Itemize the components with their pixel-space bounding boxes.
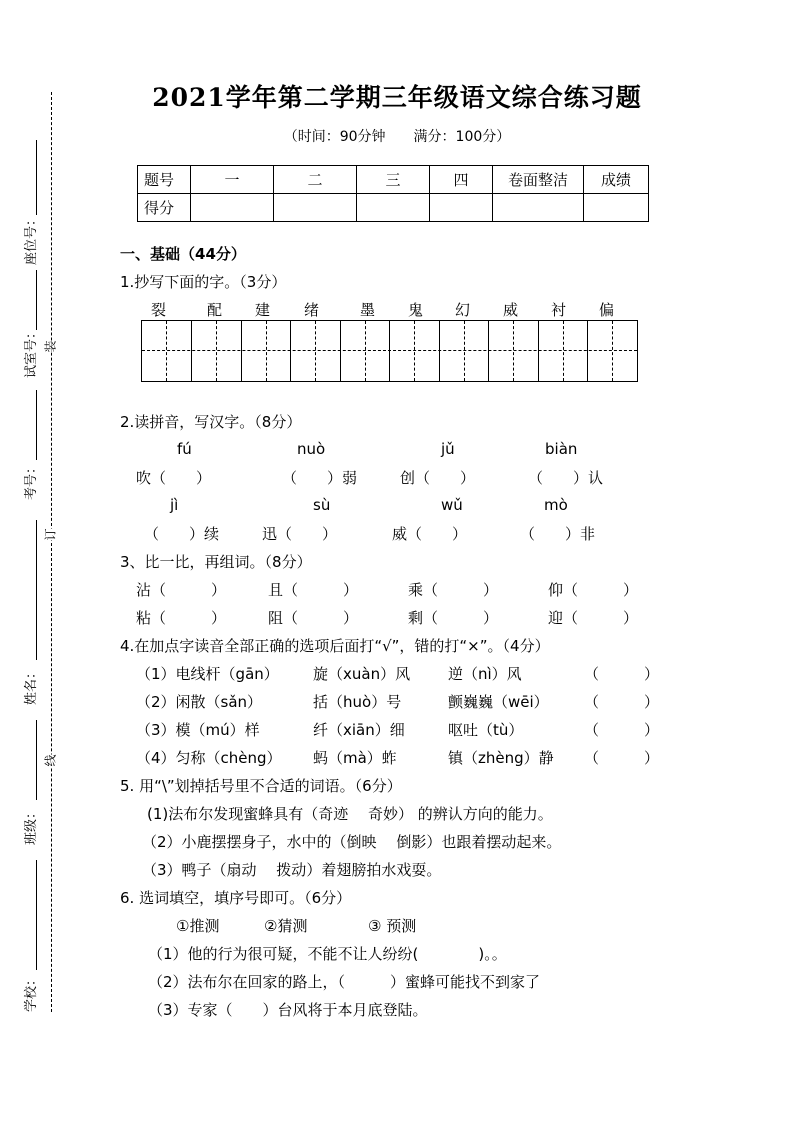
compare-word[interactable]: 乘（ ） xyxy=(408,581,499,599)
school-label: 学校： xyxy=(24,972,39,1012)
binding-mark-zhuang: 装 xyxy=(43,340,58,353)
score-header-cell: 成绩 xyxy=(584,166,649,194)
answer-blank[interactable]: （ ） xyxy=(584,721,660,739)
fill-blank[interactable]: （ ）非 xyxy=(520,525,596,543)
pinyin: wǔ xyxy=(441,496,463,514)
score-cell[interactable] xyxy=(430,194,493,222)
option-text: （4）匀称（chèng） xyxy=(136,749,282,767)
option-text: 纤（xiān）细 xyxy=(313,721,405,739)
score-table-score-row xyxy=(138,194,649,222)
room-number-field[interactable] xyxy=(36,270,38,330)
copy-char: 墨 xyxy=(360,301,376,319)
school-field[interactable] xyxy=(36,860,38,970)
compare-word[interactable]: 沾（ ） xyxy=(136,581,227,599)
exam-number-label: 考号： xyxy=(24,460,39,500)
score-cell[interactable] xyxy=(584,194,649,222)
class-label: 班级： xyxy=(24,805,39,845)
compare-word[interactable]: 仰（ ） xyxy=(548,581,639,599)
sentence[interactable]: （2）小鹿摆摆身子，水中的（倒映 倒影）也跟着摆动起来。 xyxy=(142,833,562,851)
option-text: 逆（nì）风 xyxy=(448,665,522,683)
pinyin: sù xyxy=(313,496,331,514)
score-table xyxy=(137,165,649,222)
compare-word[interactable]: 且（ ） xyxy=(268,581,359,599)
score-header-cell: 题号 xyxy=(138,166,191,194)
pinyin: jǔ xyxy=(441,440,455,458)
choice-option: ③ 预测 xyxy=(368,917,417,935)
fill-blank[interactable]: （ ）续 xyxy=(144,525,220,543)
binding-mark-xian: 线 xyxy=(43,754,58,767)
score-cell[interactable] xyxy=(191,194,274,222)
pinyin: nuò xyxy=(297,440,326,458)
compare-word[interactable]: 阻（ ） xyxy=(268,609,359,627)
question-4: 4.在加点字读音全部正确的选项后面打“√”，错的打“×”。（4分） xyxy=(120,637,550,655)
page-subtitle: （时间：90分钟 满分：100分） xyxy=(283,129,511,145)
compare-word[interactable]: 剩（ ） xyxy=(408,609,499,627)
pinyin: biàn xyxy=(545,440,578,458)
pinyin: mò xyxy=(544,496,568,514)
option-text: 旋（xuàn）风 xyxy=(313,665,411,683)
score-cell[interactable] xyxy=(493,194,584,222)
copy-char: 幻 xyxy=(455,301,471,319)
score-header-cell: 三 xyxy=(357,166,430,194)
sentence[interactable]: （3）鸭子（扇动 拨动）着翅膀拍水戏耍。 xyxy=(142,861,442,879)
copy-char: 建 xyxy=(255,301,271,319)
pinyin: jì xyxy=(170,496,179,514)
answer-blank[interactable]: （ ） xyxy=(584,749,660,767)
section-heading: 一、基础（44分） xyxy=(120,245,246,263)
copy-char: 鬼 xyxy=(408,301,424,319)
sentence[interactable]: （3）专家（ ）台风将于本月底登陆。 xyxy=(148,1001,428,1019)
fill-blank[interactable]: 迅（ ） xyxy=(262,525,338,543)
fill-blank[interactable]: （ ）弱 xyxy=(282,469,358,487)
option-text: 括（huò）号 xyxy=(313,693,402,711)
compare-word[interactable]: 迎（ ） xyxy=(548,609,639,627)
score-header-cell: 一 xyxy=(191,166,274,194)
sentence[interactable]: （1）他的行为很可疑，不能不让人纷纷( )。。 xyxy=(148,945,507,963)
choice-option: ①推测 xyxy=(176,917,220,935)
copy-char: 配 xyxy=(207,301,223,319)
score-header-cell: 四 xyxy=(430,166,493,194)
option-text: 颤巍巍（wēi） xyxy=(448,693,549,711)
writing-grid[interactable] xyxy=(141,320,638,382)
page-title: 2021学年第二学期三年级语文综合练习题 xyxy=(152,83,642,112)
copy-char: 偏 xyxy=(599,301,615,319)
score-header-cell: 二 xyxy=(274,166,357,194)
name-label: 姓名： xyxy=(24,665,39,705)
name-field[interactable] xyxy=(36,520,38,660)
score-table-header-row xyxy=(138,166,649,194)
option-text: （3）模（mú）样 xyxy=(136,721,260,739)
class-field[interactable] xyxy=(36,720,38,800)
score-row-label: 得分 xyxy=(138,194,191,222)
question-5: 5. 用“\”划掉括号里不合适的词语。（6分） xyxy=(120,777,402,795)
fill-blank[interactable]: （ ）认 xyxy=(528,469,604,487)
copy-char: 衬 xyxy=(551,301,567,319)
exam-number-field[interactable] xyxy=(36,390,38,460)
question-2: 2.读拼音，写汉字。（8分） xyxy=(120,413,302,431)
score-cell[interactable] xyxy=(357,194,430,222)
copy-char: 威 xyxy=(503,301,519,319)
option-text: 呕吐（tù） xyxy=(448,721,524,739)
sentence[interactable]: （2）法布尔在回家的路上，（ ）蜜蜂可能找不到家了 xyxy=(148,973,541,991)
copy-char: 裂 xyxy=(151,301,167,319)
question-1: 1.抄写下面的字。（3分） xyxy=(120,273,287,291)
question-6: 6. 选词填空，填序号即可。（6分） xyxy=(120,889,352,907)
question-3: 3、比一比，再组词。（8分） xyxy=(120,553,312,571)
score-cell[interactable] xyxy=(274,194,357,222)
pinyin: fú xyxy=(177,440,192,458)
seat-number-field[interactable] xyxy=(36,140,38,215)
sentence[interactable]: (1)法布尔发现蜜蜂具有（奇迹 奇妙） 的辨认方向的能力。 xyxy=(147,805,553,823)
answer-blank[interactable]: （ ） xyxy=(584,693,660,711)
option-text: 蚂（mà）蚱 xyxy=(313,749,397,767)
compare-word[interactable]: 粘（ ） xyxy=(136,609,227,627)
fill-blank[interactable]: 威（ ） xyxy=(392,525,468,543)
seat-number-label: 座位号： xyxy=(24,212,39,265)
fill-blank[interactable]: 吹（ ） xyxy=(136,469,212,487)
binding-line xyxy=(51,92,52,1012)
option-text: （1）电线杆（gān） xyxy=(136,665,279,683)
score-header-cell: 卷面整洁 xyxy=(493,166,584,194)
option-text: 镇（zhèng）静 xyxy=(448,749,554,767)
choice-option: ②猜测 xyxy=(264,917,308,935)
copy-char: 绪 xyxy=(304,301,320,319)
room-number-label: 试室号： xyxy=(24,325,39,378)
answer-blank[interactable]: （ ） xyxy=(584,665,660,683)
binding-mark-ding: 订 xyxy=(43,528,58,541)
fill-blank[interactable]: 创（ ） xyxy=(400,469,476,487)
option-text: （2）闲散（sǎn） xyxy=(136,693,263,711)
